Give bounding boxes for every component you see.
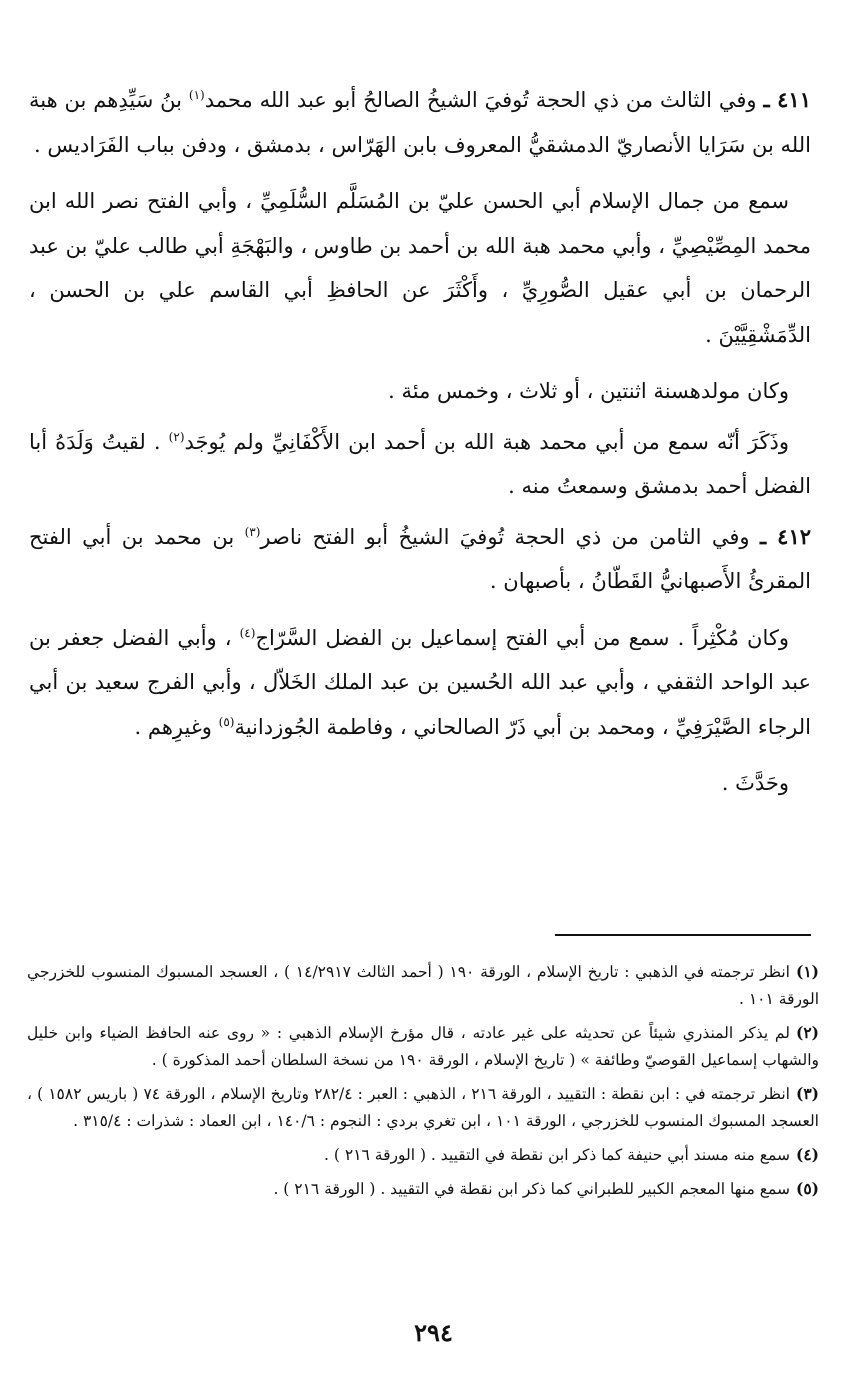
entry-411-teachers — [29, 179, 811, 357]
footnote-ref: (٤) — [239, 625, 256, 640]
entry-text: بنُ سَيِّدِهم بن هبة الله بن سَرَايا الأنصاريّ الدمشقيُّ المعروف بابن الهَرّاس ، بدمشق ، ودفن بباب الفَرَاديس . — [29, 88, 811, 157]
paragraph-text: وحَدَّثَ . — [721, 771, 789, 795]
footnote-5 — [27, 1175, 819, 1203]
page-number: ٢٩٤ — [414, 1318, 453, 1347]
footnote-3 — [27, 1080, 819, 1135]
footnote-text: انظر ترجمته في الذهبي : تاريخ الإسلام ، الورقة ١٩٠ ( أحمد الثالث ١٤/٢٩١٧ ) ، العسجد المسبوك المنسوب للخزرجي الورقة ١٠١ . — [27, 963, 819, 1008]
main-text — [29, 78, 811, 806]
paragraph-text: وكان مُكْثِراً . سمع من أبي الفتح إسماعيل بن الفضل السَّرّاج — [255, 625, 789, 650]
entry-411-birth — [29, 369, 811, 414]
footnote-ref: (٥) — [218, 714, 235, 729]
footnote-separator — [555, 934, 811, 936]
footnote-ref: (١) — [188, 88, 205, 102]
footnote-number: (٢) — [795, 1023, 819, 1042]
footnote-text: سمع منه مسند أبي حنيفة كما ذكر ابن نقطة في التقييد . ( الورقة ٢١٦ ) . — [324, 1146, 790, 1164]
footnote-ref: (٣) — [244, 524, 261, 539]
entry-412-intro — [29, 515, 811, 604]
entry-text: بن محمد بن أبي الفتح المقرئُ الأَصبهانيُّ القَطّانُ ، بأصبهان . — [29, 524, 811, 593]
entry-number: ٤١١ ـ — [763, 87, 811, 112]
entry-411-intro — [29, 78, 811, 167]
footnote-number: (٥) — [795, 1179, 819, 1198]
entry-text: وفي الثالث من ذي الحجة تُوفيَ الشيخُ الصالحُ أبو عبد الله محمد — [204, 88, 757, 112]
paragraph-text: سمع من جمال الإسلام أبي الحسن عليّ بن المُسَلَّم السُّلَمِيِّ ، وأبي الفتح نصر الله ابن محمد المِصِّيْصِيِّ ، وأبي محمد هبة الله بن أحمد بن طاوس ، والبَهْجَةِ أبي طالب عليّ بن عبد الرحمان بن أبي عقيل الصُّورِيِّ ، وأَكْثَرَ عن الحافظِ أبي القاسم علي بن الحسن ، الدِّمَشْقِيَّيْنَ . — [29, 189, 811, 347]
footnote-2 — [27, 1019, 819, 1074]
footnote-ref: (٢) — [168, 429, 185, 444]
entry-412-teachers — [29, 616, 811, 750]
footnote-number: (٤) — [795, 1145, 819, 1164]
paragraph-text: وذَكَرَ أنّه سمع من أبي محمد هبة الله بن أحمد ابن الأَكْفَانِيِّ ولم يُوجَد — [184, 429, 789, 454]
footnote-number: (٣) — [795, 1084, 819, 1103]
footnote-1 — [27, 958, 819, 1013]
paragraph-text: ، وأبي الفضل جعفر بن عبد الواحد الثقفي ، وأبي عبد الله الحُسين بن عبد الملك الخَلاّل ، وأبي الفرج سعيد بن أبي الرجاء الصَّيْرَفِيِّ ، ومحمد بن أبي ذَرّ الصالحاني ، وفاطمة الجُوزدانية — [29, 625, 811, 739]
paragraph-text: وكان مولدهسنة اثنتين ، أو ثلاث ، وخمس مئة . — [388, 379, 789, 403]
paragraph-text: . لقيتُ وَلَدَهُ أبا الفضل أحمد بدمشق وسمعتُ منه . — [29, 429, 811, 498]
footnote-4 — [27, 1141, 819, 1169]
entry-text: وفي الثامن من ذي الحجة تُوفيَ الشيخُ أبو الفتح ناصر — [260, 524, 750, 549]
entry-411-note — [29, 420, 811, 509]
footnotes — [27, 958, 819, 1209]
entry-412-narrated — [29, 761, 811, 806]
entry-number: ٤١٢ ـ — [759, 523, 812, 549]
footnote-number: (١) — [795, 962, 819, 981]
footnote-text: انظر ترجمته في : ابن نقطة : التقييد ، الورقة ٢١٦ ، الذهبي : العبر : ٢٨٢/٤ وتاريخ الإسلام ، الورقة ٧٤ ( باريس ١٥٨٢ ) ، العسجد المسبوك المنسوب للخزرجي ، الورقة ١٠١ ، ابن تغري بردي : النجوم : ١٤٠/٦ ، ابن العماد : شذرات : ٣١٥/٤ . — [27, 1085, 819, 1130]
paragraph-text: وغيرِهم . — [134, 714, 219, 739]
footnote-text: سمع منها المعجم الكبير للطبراني كما ذكر ابن نقطة في التقييد . ( الورقة ٢١٦ ) . — [273, 1180, 790, 1198]
footnote-text: لم يذكر المنذري شيئاً عن تحديثه على غير عادته ، قال مؤرخ الإسلام الذهبي : « روى عنه الحافظ الضياء وابن خليل والشهاب إسماعيل القوصيّ وطائفة » ( تاريخ الإسلام ، الورقة ١٩٠ من نسخة السلطان أحمد المذكورة ) . — [27, 1024, 819, 1069]
